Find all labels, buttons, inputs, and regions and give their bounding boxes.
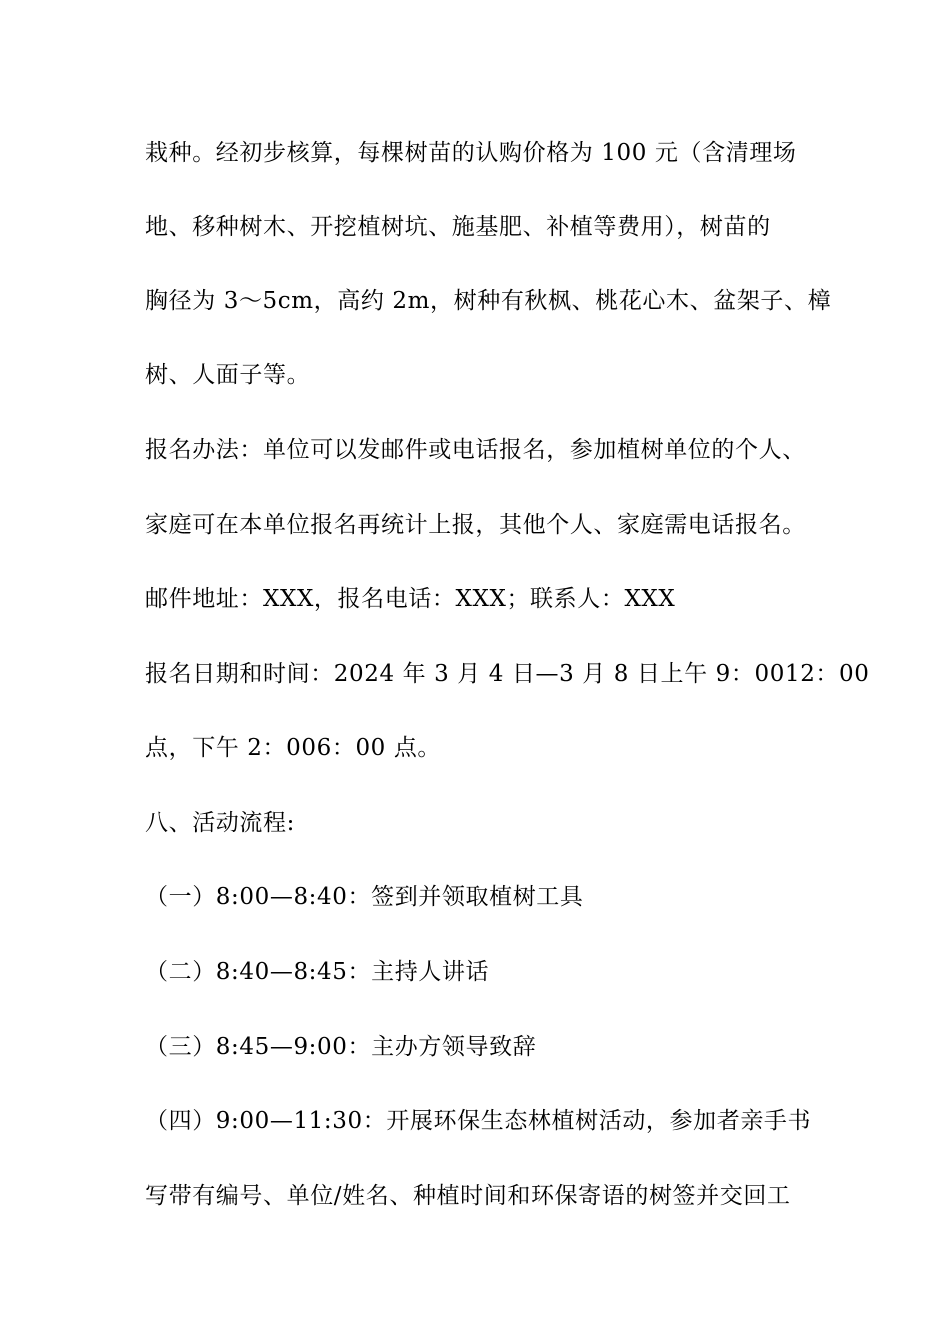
registration-method-line-1: 报名办法：单位可以发邮件或电话报名，参加植树单位的个人、 <box>145 437 806 463</box>
agenda-item-4-line-1: （四）9:00—11:30：开展环保生态林植树活动，参加者亲手书 <box>145 1108 812 1134</box>
paragraph-line-4: 树、人面子等。 <box>145 362 311 388</box>
agenda-item-1: （一）8:00—8:40：签到并领取植树工具 <box>145 884 584 910</box>
paragraph-line-3: 胸径为 3～5cm，高约 2m，树种有秋枫、桃花心木、盆架子、樟 <box>145 288 832 314</box>
agenda-item-4-line-2: 写带有编号、单位/姓名、种植时间和环保寄语的树签并交回工 <box>145 1183 791 1209</box>
registration-method-line-2: 家庭可在本单位报名再统计上报，其他个人、家庭需电话报名。 <box>145 512 806 538</box>
section-heading: 八、活动流程: <box>145 810 295 836</box>
registration-time-line-1: 报名日期和时间：2024 年 3 月 4 日—3 月 8 日上午 9：0012：00 <box>145 661 870 687</box>
agenda-item-2: （二）8:40—8:45：主持人讲话 <box>145 959 490 985</box>
paragraph-line-2: 地、移种树木、开挖植树坑、施基肥、补植等费用），树苗的 <box>145 214 771 240</box>
paragraph-line-1: 栽种。经初步核算，每棵树苗的认购价格为 100 元（含清理场 <box>145 140 797 166</box>
contact-info-line: 邮件地址：XXX，报名电话：XXX；联系人：XXX <box>145 586 676 612</box>
agenda-item-3: （三）8:45—9:00：主办方领导致辞 <box>145 1034 537 1060</box>
registration-time-line-2: 点，下午 2：006：00 点。 <box>145 735 442 761</box>
